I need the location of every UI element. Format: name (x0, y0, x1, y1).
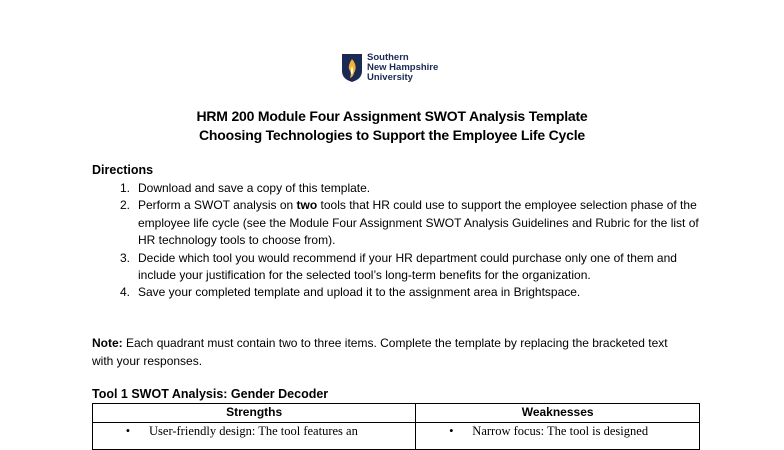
step-number: 3. (119, 250, 130, 265)
step-number: 1. (119, 181, 130, 195)
directions-list (92, 180, 712, 302)
step-text: Download and save a copy of this template. (138, 181, 371, 195)
bullet-icon: • (125, 424, 131, 438)
step-number: 4. (119, 285, 130, 300)
weakness-item: Narrow focus: The tool is designed (472, 424, 649, 438)
snhu-logo (341, 53, 438, 83)
direction-step (92, 284, 712, 301)
step-text: Perform a SWOT analysis on two tools that HR could use to support the employee selection phase of the employee life cycle (see the Module Four Assignment SWOT Analysis Guidelines and Rubric for the list of HR technology tools to choose from). (138, 198, 699, 248)
step-number: 2. (119, 198, 130, 213)
step-text: Save your completed template and upload it to the assignment area in Brightspace. (138, 285, 581, 300)
tool1-heading: Tool 1 SWOT Analysis: Gender Decoder (92, 387, 329, 401)
strengths-header: Strengths (93, 404, 416, 423)
shield-flame-icon (341, 53, 363, 83)
document-title: HRM 200 Module Four Assignment SWOT Analysis Template (196, 108, 588, 124)
note-label: Note: (92, 336, 123, 350)
weaknesses-header: Weaknesses (416, 404, 700, 423)
weaknesses-cell[interactable] (416, 423, 700, 450)
direction-step (92, 250, 712, 285)
note-text: Each quadrant must contain two to three items. Complete the template by replacing the bracketed text with your responses. (92, 336, 668, 368)
step-text: Decide which tool you would recommend if your HR department could purchase only one of them and include your justification for the selected tool’s long-term benefits for the organization. (138, 250, 677, 283)
logo-line-2: New Hampshire (367, 62, 439, 73)
swot-table (92, 403, 700, 450)
bullet-icon: • (449, 424, 454, 438)
logo-wordmark (367, 53, 438, 83)
strength-item: User-friendly design: The tool features an (149, 424, 358, 438)
direction-step (92, 180, 712, 197)
note-paragraph (92, 335, 692, 370)
table-header-row (93, 404, 700, 423)
directions-heading: Directions (92, 163, 154, 177)
strengths-cell[interactable] (93, 423, 416, 450)
table-row (93, 423, 700, 450)
logo-line-3: University (367, 72, 413, 83)
direction-step (92, 197, 712, 249)
emphasis-two: two (296, 198, 318, 213)
document-subtitle: Choosing Technologies to Support the Employee Life Cycle (198, 127, 586, 143)
logo-line-1: Southern (367, 52, 409, 63)
